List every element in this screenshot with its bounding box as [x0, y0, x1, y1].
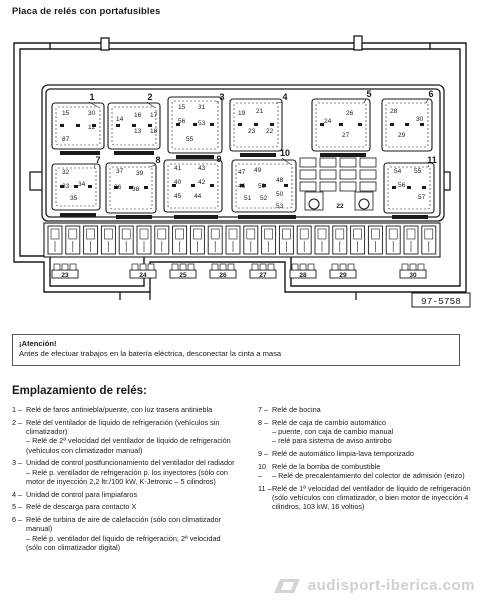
- terminal-label: 30: [88, 110, 96, 117]
- legend-item: [12, 418, 237, 456]
- fuse-number-label: 26: [219, 272, 227, 279]
- fuse: [208, 226, 222, 254]
- terminal-label: 16: [134, 112, 142, 119]
- legend-item: [12, 515, 237, 553]
- legend-heading: Emplazamiento de relés:: [12, 385, 147, 397]
- legend-line: – Relé de precalentamiento del colector de admisión (erizo): [272, 471, 465, 480]
- fuse: [386, 226, 400, 254]
- contact-strip: [114, 151, 154, 155]
- legend-line: – Relé p. ventilador del líquido de refrigeración, 2ª velocidad (sólo con climatizador digital): [26, 533, 221, 553]
- legend-list-right: [258, 405, 480, 515]
- terminal-label: 18: [150, 128, 158, 135]
- terminal-label: 13: [134, 128, 142, 135]
- terminal-label: 15: [178, 104, 186, 111]
- legend-text: [272, 418, 480, 446]
- terminal-label: 19: [238, 110, 246, 117]
- terminal-label: 26: [346, 110, 354, 117]
- terminal-label: 39: [136, 170, 144, 177]
- relay-1: [52, 102, 104, 149]
- legend-line: Unidad de control para limpiafaros: [26, 489, 138, 499]
- fuse: [333, 226, 347, 254]
- legend-number: 9 –: [258, 449, 269, 458]
- terminal-label: 34: [78, 181, 86, 188]
- legend-line: Relé del ventilador de líquido de refrigeración (vehículos sin climatizador): [26, 417, 220, 436]
- terminal-label: 47: [238, 169, 246, 176]
- audisport-logo-icon: [272, 578, 302, 594]
- warning-title: ¡Atención!: [19, 339, 57, 348]
- legend-number: 2 –: [12, 417, 23, 427]
- legend-line: Relé de la bomba de combustible: [272, 461, 381, 471]
- contact-strip: [116, 215, 152, 219]
- legend-text: [26, 418, 237, 456]
- relay-number-label: 3: [219, 92, 225, 102]
- fuse: [368, 226, 382, 254]
- terminal-label: 42: [198, 179, 206, 186]
- terminal-label: 53: [276, 203, 284, 210]
- figure-code: 97-5758: [421, 296, 461, 307]
- terminal-label: 56: [398, 182, 406, 189]
- terminal-label: 45: [174, 193, 182, 200]
- terminal-label: 49: [254, 167, 262, 174]
- terminal-label: 24: [324, 118, 332, 125]
- terminal-label: 28: [390, 108, 398, 115]
- fuse: [351, 226, 365, 254]
- terminal-label: 48: [276, 177, 284, 184]
- legend-text: [26, 515, 237, 553]
- contact-strip: [60, 151, 100, 155]
- relay-number-label: 1: [89, 92, 95, 102]
- fuse: [279, 226, 293, 254]
- legend-line: – Relé de 2ª velocidad del ventilador de líquido de refrigeración (vehículos con climatizador manual): [26, 436, 231, 455]
- terminal-label: 37: [116, 168, 124, 175]
- terminal-label: 23: [248, 128, 256, 135]
- page-title: Placa de relés con portafusibles: [12, 6, 161, 17]
- terminal-label: 36: [114, 184, 122, 191]
- contact-strip: [174, 215, 218, 219]
- contact-strip: [176, 155, 214, 159]
- relay-2: [108, 102, 160, 149]
- legend-text: [272, 449, 480, 458]
- legend-number: 11 –: [258, 483, 272, 493]
- relay-number-label: 6: [428, 89, 434, 99]
- terminal-label: 30: [416, 116, 424, 123]
- relay-number-label: 4: [282, 92, 288, 102]
- terminal-label: 43: [198, 165, 206, 172]
- terminal-label: 15: [62, 110, 70, 117]
- terminal-label: 12: [88, 124, 96, 131]
- legend-number: 1 –: [12, 405, 23, 414]
- fuse-number-label: 22: [336, 203, 344, 210]
- contact-strip: [238, 215, 296, 219]
- fuse-row: [44, 223, 440, 257]
- terminal-label: 55: [414, 168, 422, 175]
- relay-11: [384, 163, 434, 213]
- fuse-number-label: 28: [299, 272, 307, 279]
- terminal-label: 33: [62, 183, 70, 190]
- fuse: [101, 226, 115, 254]
- legend-item: [258, 405, 480, 414]
- fuse: [226, 226, 240, 254]
- contact-strip: [392, 215, 428, 219]
- terminal-label: 46: [238, 183, 246, 190]
- legend-number: 10 –: [258, 461, 267, 480]
- fuse-number-label: 23: [61, 272, 69, 279]
- fuse: [315, 226, 329, 254]
- terminal-label: 31: [198, 104, 206, 111]
- legend-line: Relé de descarga para contacto X: [26, 502, 137, 512]
- legend-item: [12, 458, 237, 486]
- legend-number: 4 –: [12, 489, 23, 499]
- terminal-label: 40: [174, 179, 182, 186]
- terminal-label: 56: [178, 118, 186, 125]
- legend-line: – Relé p. ventilador de refrigeración p. los inyectores (sólo con motor de inyección 2,2 ltr./100 kW, K-Jetronic – 5 cilindros): [26, 467, 228, 487]
- legend-line: Relé de 1ª velocidad del ventilador de líquido de refrigeración (sólo vehículos con climatizador, o bien motor de inyección 4 cilindros, 103 kW, 16 voltios): [272, 483, 471, 512]
- legend-line: Relé de caja de cambio automático: [272, 417, 386, 427]
- terminal-label: 53: [198, 120, 206, 127]
- fuse: [119, 226, 133, 254]
- fuse: [84, 226, 98, 254]
- relay-9: [164, 160, 222, 212]
- relay-number-label: 11: [427, 155, 437, 165]
- terminal-label: 27: [342, 132, 350, 139]
- terminal-label: 35: [70, 195, 78, 202]
- terminal-label: 44: [194, 193, 202, 200]
- terminal-label: 29: [398, 132, 406, 139]
- terminal-label: 54: [394, 168, 402, 175]
- terminal-label: 59: [258, 183, 266, 190]
- terminal-label: 57: [418, 194, 426, 201]
- relay-3: [168, 97, 222, 153]
- terminal-label: 41: [174, 165, 182, 172]
- legend-text: [26, 502, 237, 511]
- terminal-label: 51: [244, 195, 252, 202]
- terminal-label: 38: [132, 186, 140, 193]
- relay-5: [312, 99, 370, 151]
- legend-item: [258, 462, 480, 481]
- legend-number: 5 –: [12, 502, 23, 512]
- legend-line: – relé para sistema de aviso antirobo: [272, 436, 392, 446]
- legend-item: [258, 449, 480, 458]
- fuse: [404, 226, 418, 254]
- legend-text: [272, 462, 480, 481]
- legend-number: 6 –: [12, 515, 23, 524]
- legend-line: Relé de bocina: [272, 405, 321, 414]
- fuse: [173, 226, 187, 254]
- terminal-label: 52: [260, 195, 268, 202]
- legend-item: [12, 405, 237, 414]
- watermark-text: audisport-iberica.com: [307, 577, 475, 594]
- fuse-number-label: 29: [339, 272, 347, 279]
- fuse: [155, 226, 169, 254]
- legend-item: [12, 502, 237, 511]
- legend-line: Relé de faros antiniebla/puente, con luz trasera antiniebla: [26, 405, 213, 414]
- relay-number-label: 8: [155, 155, 161, 165]
- relay-6: [382, 99, 432, 151]
- terminal-label: 21: [256, 108, 264, 115]
- legend-line: Relé de automático limpia-lava temporizado: [272, 449, 414, 458]
- legend-text: [272, 484, 480, 512]
- legend-number: 7 –: [258, 405, 269, 414]
- fuse: [297, 226, 311, 254]
- fuse: [244, 226, 258, 254]
- relay-number-label: 5: [366, 89, 372, 99]
- terminal-label: 17: [150, 112, 158, 119]
- relay-number-label: 2: [147, 92, 153, 102]
- fuse: [137, 226, 151, 254]
- fuse-number-label: 27: [259, 272, 267, 279]
- contact-strip: [320, 153, 366, 157]
- fuse: [48, 226, 62, 254]
- warning-box: [12, 334, 460, 366]
- terminal-label: 87: [62, 136, 70, 143]
- relay-number-label: 7: [95, 155, 101, 165]
- contact-strip: [60, 213, 96, 217]
- fuse-number-label: 24: [139, 272, 147, 279]
- fuse: [422, 226, 436, 254]
- contact-strip: [240, 153, 276, 157]
- legend-line: Relé de turbina de aire de calefacción (sólo con climatizador manual): [26, 515, 222, 534]
- legend-text: [272, 405, 480, 414]
- terminal-label: 32: [62, 169, 70, 176]
- terminal-label: 55: [186, 136, 194, 143]
- legend-list-left: [12, 405, 237, 556]
- terminal-label: 14: [116, 116, 124, 123]
- legend-item: [258, 418, 480, 446]
- terminal-label: 22: [266, 128, 274, 135]
- fuse-number-label: 25: [179, 272, 187, 279]
- fuse-number-label: 30: [409, 272, 417, 279]
- legend-number: 3 –: [12, 458, 23, 468]
- relay-4: [230, 99, 282, 151]
- legend-item: [12, 490, 237, 499]
- watermark: [272, 577, 475, 594]
- legend-line: Unidad de control postfuncionamiento del ventilador del radiador: [26, 458, 235, 468]
- terminal-label: 50: [276, 191, 284, 198]
- legend-line: – puente, con caja de cambio manual: [272, 427, 394, 436]
- legend-number: 8 –: [258, 417, 269, 427]
- legend-text: [26, 458, 237, 486]
- relay-number-label: 9: [216, 154, 222, 164]
- legend-text: [26, 490, 237, 499]
- fuse: [190, 226, 204, 254]
- relay-7: [52, 164, 100, 210]
- fuse: [262, 226, 276, 254]
- fuse: [66, 226, 80, 254]
- legend-text: [26, 405, 237, 414]
- relay-number-label: 10: [279, 148, 291, 158]
- warning-text: Antes de efectuar trabajos en la batería eléctrica, desconectar la cinta a masa: [19, 349, 282, 358]
- legend-item: [258, 484, 480, 512]
